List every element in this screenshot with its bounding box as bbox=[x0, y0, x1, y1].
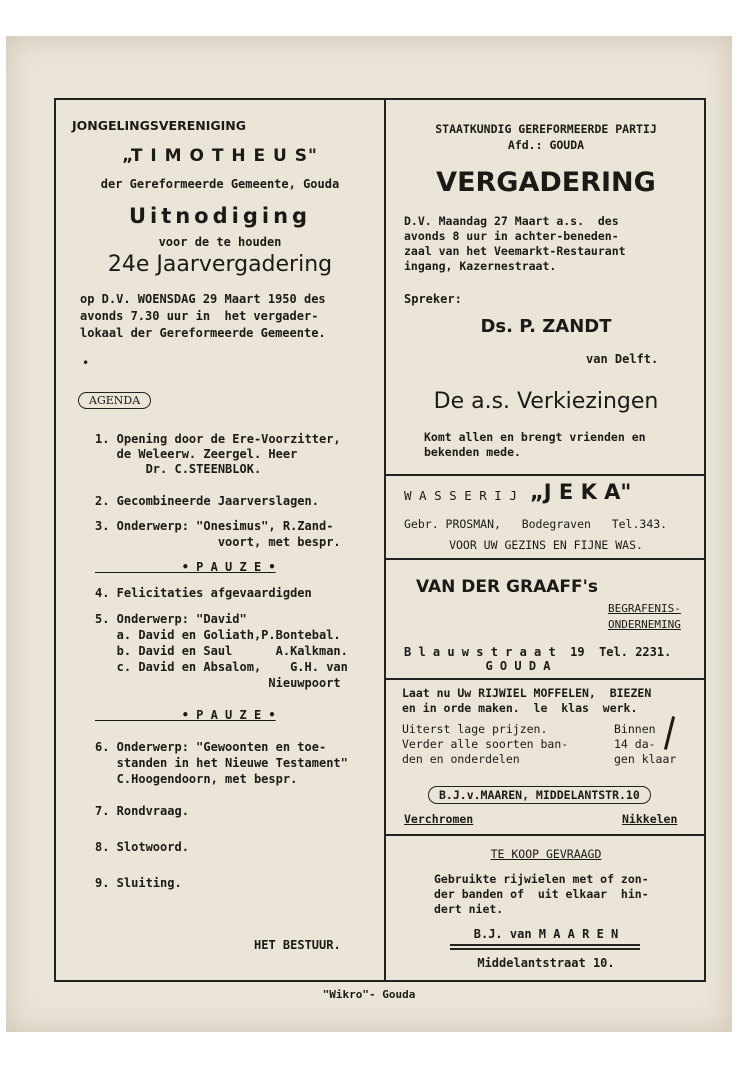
call-line: bekenden mede. bbox=[424, 445, 521, 459]
pause-label: • P A U Z E • bbox=[95, 560, 276, 574]
meeting-detail: zaal van het Veemarkt-Restaurant bbox=[404, 244, 626, 258]
laundry-slogan: VOOR UW GEZINS EN FIJNE WAS. bbox=[449, 538, 643, 552]
center-divider bbox=[384, 98, 386, 982]
party-name: STAATKUNDIG GEREFORMEERDE PARTIJ bbox=[435, 122, 657, 136]
agenda-label: AGENDA bbox=[78, 392, 151, 409]
agenda-item-line: b. David en Saul A.Kalkman. bbox=[95, 644, 348, 658]
nickel-label: Nikkelen bbox=[622, 812, 678, 826]
intro-line: op D.V. WOENSDAG 29 Maart 1950 des bbox=[80, 292, 326, 306]
chrome-label: Verchromen bbox=[404, 812, 474, 826]
agenda-item-line: standen in het Nieuwe Testament" bbox=[95, 756, 348, 770]
agenda-item-line: C.Hoogendoorn, met bespr. bbox=[95, 772, 298, 786]
party-dept: Afd.: GOUDA bbox=[507, 138, 585, 152]
agenda-item-line: c. David en Absalom, G.H. van bbox=[95, 660, 348, 674]
intro-line: avonds 7.30 uur in het vergader- bbox=[80, 309, 319, 323]
agenda-item-line: 7. Rondvraag. bbox=[95, 804, 189, 818]
repair-shop-name: B.J.v.MAAREN, MIDDELANTSTR.10 bbox=[428, 786, 651, 804]
laundry-address: Gebr. PROSMAN, Bodegraven Tel.343. bbox=[404, 517, 668, 531]
undertaker-address: B l a u w s t r a a t 19 Tel. 2231. bbox=[404, 645, 672, 659]
agenda-item-line: Dr. C.STEENBLOK. bbox=[95, 462, 262, 476]
section-divider bbox=[386, 558, 706, 560]
agenda-item-line: 5. Onderwerp: "David" bbox=[95, 612, 247, 626]
undertaker-city: G O U D A bbox=[485, 659, 551, 673]
agenda-item-line: 3. Onderwerp: "Onesimus", R.Zand- bbox=[95, 519, 334, 533]
printer-imprint: "Wikro"- Gouda bbox=[322, 988, 416, 1001]
agenda-item-line: a. David en Goliath,P.Bontebal. bbox=[95, 628, 341, 642]
agenda-item-line: voort, met bespr. bbox=[95, 535, 341, 549]
wanted-title: TE KOOP GEVRAAGD bbox=[490, 847, 602, 861]
agenda-item-line: 1. Opening door de Ere-Voorzitter, bbox=[95, 432, 341, 446]
org-name: JONGELINGSVERENIGING bbox=[72, 118, 246, 133]
agenda-item-line: 2. Gecombineerde Jaarverslagen. bbox=[95, 494, 319, 508]
repair-turnaround: 14 da- bbox=[614, 737, 656, 751]
club-name: „T I M O T H E U S" bbox=[122, 146, 318, 166]
meeting-detail: avonds 8 uur in achter-beneden- bbox=[404, 229, 619, 243]
wanted-body: Gebruikte rijwielen met of zon- bbox=[434, 872, 649, 886]
section-divider bbox=[386, 474, 706, 476]
repair-detail: den en onderdelen bbox=[402, 752, 520, 766]
wanted-contact: B.J. van M A A R E N bbox=[473, 927, 619, 941]
meeting-topic: De a.s. Verkiezingen bbox=[433, 389, 659, 414]
section-divider bbox=[386, 834, 706, 836]
meeting-detail: ingang, Kazernestraat. bbox=[404, 259, 557, 273]
wanted-address: Middelantstraat 10. bbox=[477, 956, 615, 970]
undertaker-name: VAN DER GRAAFF's bbox=[416, 577, 598, 597]
pause-label: • P A U Z E • bbox=[95, 708, 276, 722]
double-rule bbox=[450, 944, 640, 946]
repair-turnaround: gen klaar bbox=[614, 752, 677, 766]
speaker-label: Spreker: bbox=[404, 292, 462, 306]
call-line: Komt allen en brengt vrienden en bbox=[424, 430, 646, 444]
agenda-item-line: 8. Slotwoord. bbox=[95, 840, 189, 854]
invitation-subtitle: voor de te houden bbox=[158, 235, 282, 249]
meeting-detail: D.V. Maandag 27 Maart a.s. des bbox=[404, 214, 619, 228]
laundry-brand: „J E K A" bbox=[530, 480, 632, 504]
wanted-body: dert niet. bbox=[434, 902, 504, 916]
meeting-heading: VERGADERING bbox=[436, 167, 656, 198]
repair-detail: Uiterst lage prijzen. bbox=[402, 722, 548, 736]
agenda-item-line: 4. Felicitaties afgevaardigden bbox=[95, 586, 312, 600]
laundry-title: W A S S E R I J bbox=[404, 488, 517, 503]
undertaker-service: BEGRAFENIS- bbox=[608, 602, 681, 615]
invitation-title: Uitnodiging bbox=[128, 204, 312, 228]
undertaker-service: ONDERNEMING bbox=[608, 618, 681, 631]
speaker-origin: van Delft. bbox=[586, 352, 659, 366]
wanted-body: der banden of uit elkaar hin- bbox=[434, 887, 649, 901]
section-divider bbox=[386, 678, 706, 680]
board-signature: HET BESTUUR. bbox=[254, 938, 341, 952]
repair-line: Laat nu Uw RIJWIEL MOFFELEN, BIEZEN bbox=[402, 686, 652, 700]
repair-detail: Verder alle soorten ban- bbox=[402, 737, 569, 751]
repair-turnaround: Binnen bbox=[614, 722, 656, 736]
speaker-name: Ds. P. ZANDT bbox=[480, 316, 612, 337]
agenda-item-line: 9. Sluiting. bbox=[95, 876, 182, 890]
meeting-title: 24e Jaarvergadering bbox=[107, 252, 333, 277]
church-name: der Gereformeerde Gemeente, Gouda bbox=[100, 177, 340, 191]
agenda-item-line: Nieuwpoort bbox=[95, 676, 341, 690]
repair-line: en in orde maken. le klas werk. bbox=[402, 701, 638, 715]
agenda-item-line: 6. Onderwerp: "Gewoonten en toe- bbox=[95, 740, 327, 754]
double-rule bbox=[450, 948, 640, 950]
intro-line: lokaal der Gereformeerde Gemeente. bbox=[80, 326, 326, 340]
bullet-mark: • bbox=[82, 356, 90, 370]
agenda-item-line: de Weleerw. Zeergel. Heer bbox=[95, 447, 298, 461]
